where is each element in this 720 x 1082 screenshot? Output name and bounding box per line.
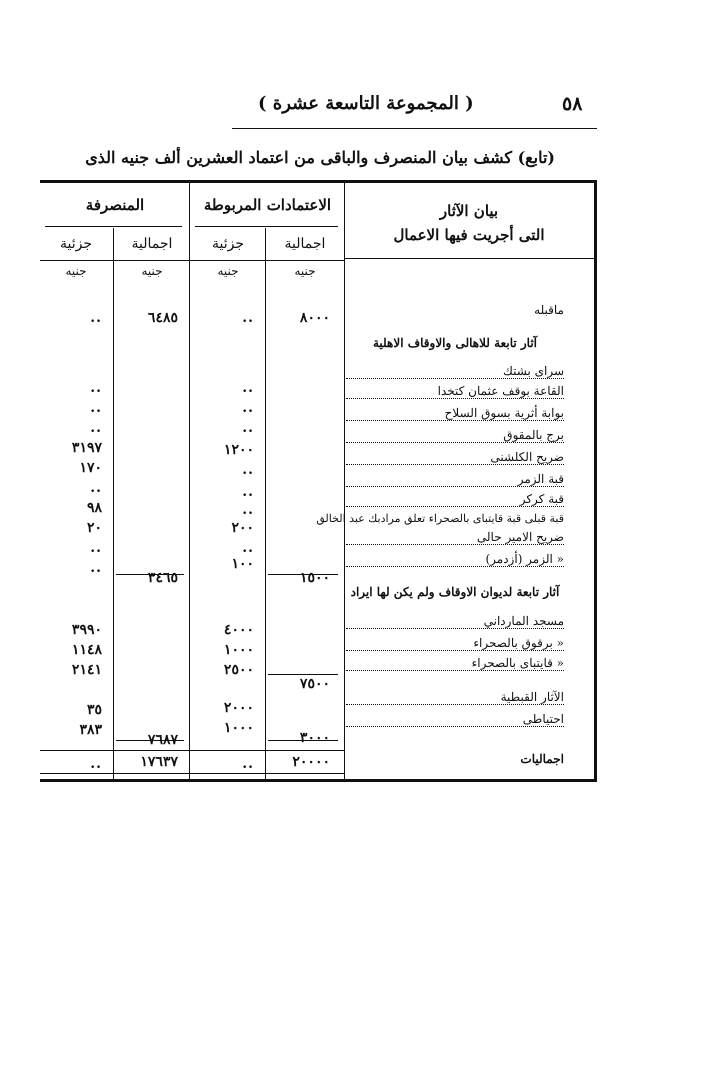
credits-total-header: اجمالية (284, 236, 326, 252)
spent-partial: .. (90, 540, 102, 556)
header-rule (232, 128, 597, 129)
credit-partial: .. (242, 756, 254, 772)
credit-total: ٢٠٠٠٠ (292, 754, 330, 770)
group-rule (45, 226, 182, 227)
column-divider (113, 228, 114, 781)
table-bottom-border (40, 779, 597, 782)
monument-label: برج بالمقوق (346, 428, 564, 443)
credit-partial: ١٢٠٠ (223, 442, 254, 458)
header-divider (40, 260, 345, 261)
credit-partial: ٢٥٠٠ (223, 662, 254, 678)
monument-label: ضريح الامير حالى (346, 530, 564, 545)
monument-label: قبة الزمر (346, 472, 564, 487)
credit-partial: .. (242, 502, 254, 518)
spent-partial: .. (90, 756, 102, 772)
spent-partial: .. (90, 480, 102, 496)
group-rule (195, 226, 338, 227)
spent-partial: ١٧٠ (79, 460, 102, 476)
credit-total: ٧٥٠٠ (299, 676, 330, 692)
running-header: ( المجموعة التاسعة عشرة ) (258, 93, 474, 114)
credit-partial: .. (242, 540, 254, 556)
credit-partial: ١٠٠٠ (223, 720, 254, 736)
subtotal-rule (268, 674, 338, 675)
spent-partial: .. (90, 400, 102, 416)
unit-label: جنيه (141, 264, 163, 278)
monument-label: « برقوق بالصحراء (346, 636, 564, 651)
table-caption: (تابع) كشف بيان المنصرف والباقى من اعتماد العشرين ألف جنيه الذى (85, 148, 555, 167)
page-number: ٥٨ (562, 93, 583, 115)
spent-partial-header: جزئية (59, 236, 92, 252)
monument-label: قبة كركر (346, 492, 564, 507)
credit-partial: .. (242, 420, 254, 436)
monument-label: قبة قبلى قبة قايتباى بالصحراء تعلق مرادبك عبد الخالق (316, 512, 564, 525)
spent-partial: ١١٤٨ (71, 642, 102, 658)
table-right-border (594, 180, 597, 782)
spent-partial: .. (90, 420, 102, 436)
monument-label: « قايتباى بالصحراء (346, 656, 564, 671)
credit-partial: .. (242, 380, 254, 396)
unit-label: جنيه (294, 264, 316, 278)
credit-total: ٣٠٠٠ (299, 730, 330, 746)
section-heading: آثار تابعة لديوان الاوقاف ولم يكن لها ايراد (350, 585, 560, 599)
totals-rule (40, 750, 345, 751)
credit-total: ٨٠٠٠ (299, 310, 330, 326)
totals-rule (40, 773, 345, 774)
credit-partial: .. (242, 462, 254, 478)
credit-partial: .. (242, 400, 254, 416)
table-top-border (40, 180, 597, 183)
credit-partial: .. (242, 484, 254, 500)
spent-total-header: اجمالية (131, 236, 173, 252)
unit-label: جنيه (65, 264, 87, 278)
column-divider (189, 183, 190, 779)
monument-label: ضريح الكلشنى (346, 450, 564, 465)
spent-total: ١٧٦٣٧ (140, 754, 178, 770)
credit-partial: ٢٠٠٠ (223, 700, 254, 716)
monument-label: احتياطى (346, 712, 564, 727)
monument-label: القاعة بوقف عثمان كتخدا (346, 384, 564, 399)
monuments-header: بيان الآثار (439, 202, 499, 220)
monument-label: ماقبله (534, 303, 564, 317)
spent-partial: ٣٨٣ (79, 722, 102, 738)
credit-partial: ١٠٠ (231, 556, 254, 572)
spent-total: ٣٤٦٥ (147, 570, 178, 586)
spent-partial: .. (90, 380, 102, 396)
spent-partial: ٣٥ (86, 702, 102, 718)
column-divider (344, 183, 345, 779)
unit-label: جنيه (217, 264, 239, 278)
spent-partial: ٩٨ (86, 500, 102, 516)
credits-header: الاعتمادات المربوطة (203, 196, 332, 214)
spent-partial: ٢٠ (86, 520, 102, 536)
spent-partial: ٢١٤١ (71, 662, 102, 678)
credit-partial: ٤٠٠٠ (223, 622, 254, 638)
section-heading: آثار تابعة للاهالى والاوقاف الاهلية (373, 336, 537, 350)
monuments-subheader: التى أجريت فيها الاعمال (393, 226, 545, 244)
spent-partial: .. (90, 310, 102, 326)
monument-label: الآثار القبطية (346, 690, 564, 705)
spent-partial: ٣٩٩٠ (71, 622, 102, 638)
spent-total: ٦٤٨٥ (147, 310, 178, 326)
spent-partial: .. (90, 560, 102, 576)
credit-total: ١٥٠٠ (299, 570, 330, 586)
credits-partial-header: جزئية (211, 236, 244, 252)
spent-header: المنصرفة (85, 196, 145, 214)
column-divider (265, 228, 266, 781)
spent-total: ٧٦٨٧ (147, 732, 178, 748)
spent-partial: ٣١٩٧ (71, 440, 102, 456)
credit-partial: ١٠٠٠ (223, 642, 254, 658)
credit-partial: .. (242, 310, 254, 326)
monument-label: بوابة أثرية بسوق السلاح (346, 406, 564, 421)
monument-label: مسجد المارداني (346, 614, 564, 629)
monument-label: « الزمر (أزدمر) (346, 552, 564, 567)
header-divider (345, 258, 595, 259)
monument-label: سراى بشتك (346, 364, 564, 379)
credit-partial: ٢٠٠ (231, 520, 254, 536)
totals-label: اجماليات (520, 752, 564, 766)
